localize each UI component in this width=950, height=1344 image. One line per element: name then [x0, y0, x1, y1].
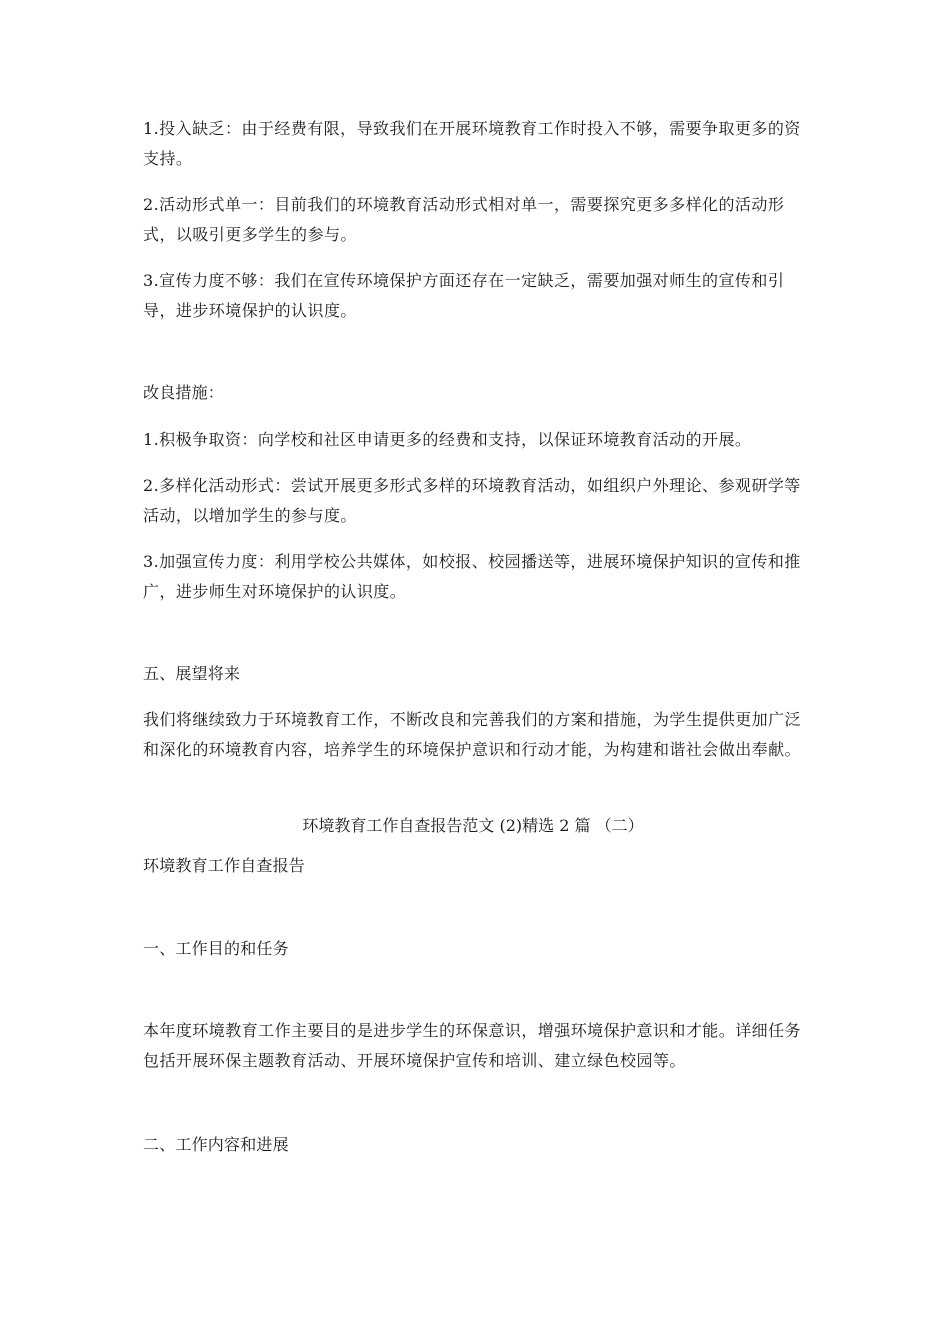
- section-5-heading: 五、展望将来: [143, 664, 241, 683]
- measure-item-1: 1.积极争取资：向学校和社区申请更多的经费和支持，以保证环境教育活动的开展。: [143, 430, 752, 449]
- center-title: 环境教育工作自查报告范文 (2)精选 2 篇 （二）: [302, 816, 644, 835]
- problem-item-3: 3.宣传力度不够：我们在宣传环境保护方面还存在一定缺乏，需要加强对师生的宣传和引导，进步环境保护的认识度。: [143, 271, 785, 320]
- section-1-heading: 一、工作目的和任务: [143, 939, 289, 958]
- section-1-paragraph: 本年度环境教育工作主要目的是进步学生的环保意识，增强环境保护意识和才能。详细任务包括开展环保主题教育活动、开展环境保护宣传和培训、建立绿色校园等。: [143, 1021, 802, 1070]
- problem-item-1: 1.投入缺乏：由于经费有限，导致我们在开展环境教育工作时投入不够，需要争取更多的资支持。: [143, 119, 801, 168]
- section-2-heading: 二、工作内容和进展: [143, 1135, 289, 1154]
- problem-item-2: 2.活动形式单一：目前我们的环境教育活动形式相对单一，需要探究更多多样化的活动形式，以吸引更多学生的参与。: [143, 195, 785, 244]
- section-5-paragraph: 我们将继续致力于环境教育工作，不断改良和完善我们的方案和措施，为学生提供更加广泛和深化的环境教育内容，培养学生的环境保护意识和行动才能，为构建和谐社会做出奉献。: [143, 710, 802, 759]
- measure-item-2: 2.多样化活动形式：尝试开展更多形式多样的环境教育活动，如组织户外理论、参观研学等活动，以增加学生的参与度。: [143, 476, 801, 525]
- measures-heading: 改良措施：: [143, 383, 225, 402]
- report-title: 环境教育工作自查报告: [143, 856, 306, 875]
- measure-item-3: 3.加强宣传力度：利用学校公共媒体，如校报、校园播送等，进展环境保护知识的宣传和推广，进步师生对环境保护的认识度。: [143, 552, 801, 601]
